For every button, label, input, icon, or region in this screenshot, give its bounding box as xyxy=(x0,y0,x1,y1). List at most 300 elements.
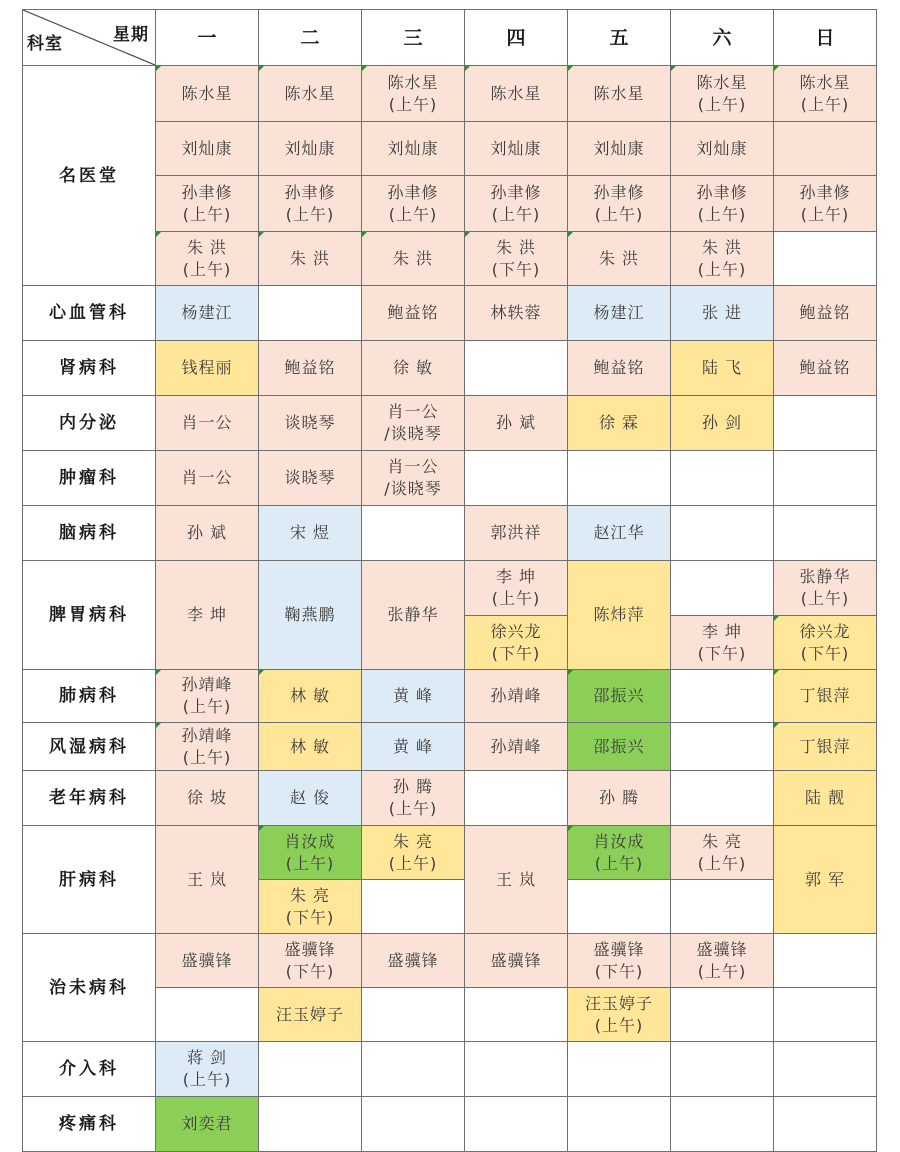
doctor-name: 肝病科 xyxy=(59,869,119,890)
doctor-name: 朱 亮 (上午) xyxy=(388,831,438,873)
schedule-cell xyxy=(671,396,774,451)
department-label xyxy=(23,506,156,561)
comment-marker xyxy=(156,723,161,728)
schedule-cell xyxy=(259,826,362,880)
doctor-name: 陈水星 xyxy=(284,83,336,103)
schedule-cell xyxy=(568,451,671,506)
schedule-cell xyxy=(362,988,465,1042)
doctor-name: 刘灿康 xyxy=(490,138,542,158)
doctor-name: 朱 洪 (上午) xyxy=(697,237,747,279)
doctor-name: 鞠燕鹏 xyxy=(284,605,336,624)
doctor-name: 丁银萍 xyxy=(799,686,851,705)
department-label xyxy=(23,934,156,1042)
doctor-name: 徐 坡 xyxy=(186,788,228,807)
schedule-cell xyxy=(156,934,259,988)
doctor-name: 朱 亮 (上午) xyxy=(697,831,747,873)
schedule-cell xyxy=(362,934,465,988)
schedule-cell xyxy=(568,771,671,826)
schedule-cell xyxy=(671,176,774,232)
schedule-cell xyxy=(774,341,877,396)
schedule-cell xyxy=(568,561,671,670)
doctor-name: 徐 霖 xyxy=(598,413,640,432)
doctor-name: 肿瘤科 xyxy=(59,468,119,488)
table-row xyxy=(23,1097,877,1152)
doctor-name: 肖一公 xyxy=(181,468,233,487)
doctor-name: 李 坤 (上午) xyxy=(491,567,541,608)
schedule-cell xyxy=(362,670,465,723)
weekday-5 xyxy=(568,10,671,66)
schedule-cell xyxy=(568,988,671,1042)
schedule-cell xyxy=(156,232,259,286)
schedule-cell xyxy=(568,396,671,451)
schedule-cell xyxy=(671,988,774,1042)
schedule-cell xyxy=(362,506,465,561)
schedule-cell xyxy=(774,723,877,771)
doctor-name: 孙聿修 (上午) xyxy=(799,182,851,224)
weekday-7 xyxy=(774,10,877,66)
schedule-cell xyxy=(568,1097,671,1152)
doctor-name: 朱 洪 xyxy=(598,248,640,268)
doctor-name: 孙靖峰 (上午) xyxy=(181,675,233,716)
schedule-cell xyxy=(362,451,465,506)
doctor-name: 朱 亮 (下午) xyxy=(285,885,335,927)
table-row xyxy=(23,1042,877,1097)
doctor-name: 朱 洪 xyxy=(289,248,331,268)
doctor-name: 汪玉婷子 xyxy=(275,1004,344,1024)
doctor-name: 肖一公 /谈晓琴 xyxy=(384,402,442,443)
doctor-name: 徐 敏 xyxy=(392,358,434,377)
schedule-cell xyxy=(259,771,362,826)
doctor-name: 孙 腾 xyxy=(598,788,640,807)
weekday-1 xyxy=(156,10,259,66)
schedule-cell xyxy=(362,771,465,826)
doctor-name: 五 xyxy=(609,26,629,49)
doctor-name: 日 xyxy=(815,26,835,49)
doctor-name: 孙 剑 xyxy=(701,413,743,432)
schedule-cell xyxy=(465,396,568,451)
schedule-cell xyxy=(671,66,774,122)
schedule-cell xyxy=(774,826,877,934)
schedule-cell xyxy=(156,561,259,670)
schedule-cell xyxy=(774,771,877,826)
doctor-name: 王 岚 xyxy=(186,869,228,889)
doctor-name: 陈炜萍 xyxy=(593,605,645,624)
doctor-name: 内分泌 xyxy=(59,413,119,433)
doctor-name: 鲍益铭 xyxy=(387,303,439,322)
schedule-cell xyxy=(465,122,568,176)
schedule-cell xyxy=(259,723,362,771)
doctor-name: 孙靖峰 (上午) xyxy=(181,725,233,767)
schedule-cell xyxy=(259,670,362,723)
table-row xyxy=(23,396,877,451)
doctor-name: 孙聿修 (上午) xyxy=(490,182,542,224)
schedule-cell xyxy=(465,66,568,122)
comment-marker xyxy=(259,826,264,831)
doctor-name: 盛骥锋 xyxy=(181,950,233,970)
schedule-cell xyxy=(156,451,259,506)
schedule-cell xyxy=(362,286,465,341)
schedule-cell xyxy=(156,176,259,232)
schedule-cell xyxy=(362,826,465,880)
schedule-cell xyxy=(362,232,465,286)
doctor-name: 肺病科 xyxy=(59,686,119,706)
doctor-name: 李 坤 xyxy=(186,605,228,624)
schedule-cell xyxy=(671,880,774,934)
doctor-name: 陈水星 (上午) xyxy=(799,72,851,114)
doctor-name: 刘灿康 xyxy=(181,138,233,158)
table-row xyxy=(23,506,877,561)
schedule-cell xyxy=(671,826,774,880)
schedule-cell xyxy=(465,771,568,826)
schedule-cell xyxy=(465,1097,568,1152)
doctor-name: 盛骥锋 (上午) xyxy=(696,939,748,981)
weekday-header: 星期 xyxy=(113,25,149,45)
doctor-name: 孙 斌 xyxy=(495,413,537,432)
doctor-name: 老年病科 xyxy=(49,788,129,808)
schedule-cell xyxy=(156,1042,259,1097)
doctor-name: 丁银萍 xyxy=(799,736,851,756)
department-label xyxy=(23,826,156,934)
doctor-name: 肖一公 /谈晓琴 xyxy=(384,457,442,498)
schedule-cell xyxy=(671,670,774,723)
doctor-name: 一 xyxy=(197,26,217,49)
schedule-cell xyxy=(259,561,362,670)
schedule-cell xyxy=(156,1097,259,1152)
doctor-name: 盛骥锋 (下午) xyxy=(593,939,645,981)
department-label xyxy=(23,286,156,341)
doctor-name: 孙聿修 (上午) xyxy=(696,182,748,224)
doctor-name: 四 xyxy=(506,26,526,49)
doctor-name: 张 进 xyxy=(701,303,743,322)
doctor-name: 陆 靓 xyxy=(804,788,846,807)
doctor-name: 陈水星 (上午) xyxy=(696,72,748,114)
doctor-name: 林 敏 xyxy=(289,736,331,756)
comment-marker xyxy=(568,670,573,675)
doctor-name: 蒋 剑 (上午) xyxy=(182,1048,232,1089)
doctor-name: 朱 洪 xyxy=(392,248,434,268)
schedule-cell xyxy=(362,1042,465,1097)
schedule-cell xyxy=(774,988,877,1042)
doctor-name: 孙 腾 (上午) xyxy=(388,777,438,818)
schedule-cell xyxy=(671,561,774,616)
schedule-cell xyxy=(156,286,259,341)
doctor-name: 肖汝成 (上午) xyxy=(284,831,336,873)
schedule-cell xyxy=(671,341,774,396)
weekday-6 xyxy=(671,10,774,66)
doctor-name: 鲍益铭 xyxy=(799,358,851,377)
schedule-cell xyxy=(465,616,568,670)
comment-marker xyxy=(259,670,264,675)
schedule-cell xyxy=(156,723,259,771)
doctor-name: 陈水星 xyxy=(181,83,233,103)
schedule-cell xyxy=(774,934,877,988)
table-row xyxy=(23,670,877,723)
department-label xyxy=(23,341,156,396)
department-label xyxy=(23,771,156,826)
doctor-name: 刘奕君 xyxy=(181,1114,233,1133)
schedule-cell xyxy=(774,232,877,286)
doctor-name: 宋 煜 xyxy=(289,523,331,542)
doctor-name: 心血管科 xyxy=(49,303,129,323)
doctor-name: 郭洪祥 xyxy=(490,523,542,542)
schedule-cell xyxy=(774,286,877,341)
schedule-cell xyxy=(671,934,774,988)
comment-marker xyxy=(671,66,676,71)
doctor-name: 脾胃病科 xyxy=(49,605,129,625)
schedule-cell xyxy=(156,670,259,723)
doctor-name: 林 敏 xyxy=(289,686,331,705)
doctor-name: 徐兴龙 (下午) xyxy=(490,621,542,663)
schedule-cell xyxy=(259,341,362,396)
comment-marker xyxy=(156,232,161,237)
schedule-cell xyxy=(465,988,568,1042)
schedule-cell xyxy=(259,1042,362,1097)
doctor-name: 徐兴龙 (下午) xyxy=(799,621,851,663)
doctor-name: 邵振兴 xyxy=(593,686,645,705)
schedule-cell xyxy=(774,616,877,670)
doctor-name: 肖一公 xyxy=(181,413,233,432)
schedule-cell xyxy=(568,826,671,880)
schedule-cell xyxy=(465,176,568,232)
doctor-name: 孙 斌 xyxy=(186,523,228,542)
table-row xyxy=(23,10,877,66)
schedule-cell xyxy=(568,934,671,988)
doctor-name: 肾病科 xyxy=(59,358,119,378)
schedule-cell xyxy=(671,771,774,826)
schedule-cell xyxy=(465,232,568,286)
doctor-name: 张静华 (上午) xyxy=(799,567,851,608)
schedule-cell xyxy=(259,396,362,451)
schedule-cell xyxy=(774,122,877,176)
table-row xyxy=(23,934,877,988)
doctor-name: 三 xyxy=(403,26,423,49)
doctor-name: 王 岚 xyxy=(495,869,537,889)
schedule-cell xyxy=(465,1042,568,1097)
comment-marker xyxy=(774,66,779,71)
schedule-cell xyxy=(774,451,877,506)
schedule-cell xyxy=(362,176,465,232)
doctor-name: 疼痛科 xyxy=(59,1114,119,1134)
table-row xyxy=(23,286,877,341)
doctor-name: 黄 峰 xyxy=(392,686,434,705)
schedule-cell xyxy=(156,396,259,451)
department-label xyxy=(23,670,156,723)
doctor-name: 李 坤 (下午) xyxy=(697,621,747,663)
schedule-cell xyxy=(156,66,259,122)
schedule-cell xyxy=(259,451,362,506)
doctor-name: 钱程丽 xyxy=(181,358,233,377)
schedule-cell xyxy=(156,506,259,561)
schedule-cell xyxy=(156,122,259,176)
schedule-cell xyxy=(259,880,362,934)
table-row xyxy=(23,826,877,880)
schedule-cell xyxy=(362,723,465,771)
schedule-cell xyxy=(671,1097,774,1152)
comment-marker xyxy=(774,670,779,675)
doctor-name: 肖汝成 (上午) xyxy=(593,831,645,873)
department-label xyxy=(23,66,156,286)
schedule-cell xyxy=(259,66,362,122)
schedule-cell xyxy=(774,506,877,561)
department-label xyxy=(23,451,156,506)
schedule-cell xyxy=(362,66,465,122)
doctor-name: 风湿病科 xyxy=(49,736,129,757)
doctor-name: 赵 俊 xyxy=(289,788,331,807)
schedule-cell xyxy=(774,1097,877,1152)
schedule-cell xyxy=(259,934,362,988)
schedule-cell xyxy=(465,561,568,616)
doctor-name: 赵江华 xyxy=(593,523,645,542)
table-row xyxy=(23,561,877,616)
comment-marker xyxy=(362,232,367,237)
schedule-cell xyxy=(568,723,671,771)
doctor-name: 黄 峰 xyxy=(392,736,434,756)
doctor-name: 孙聿修 (上午) xyxy=(387,182,439,224)
schedule-cell xyxy=(568,176,671,232)
doctor-name: 治未病科 xyxy=(49,977,129,998)
comment-marker xyxy=(362,66,367,71)
doctor-name: 陈水星 xyxy=(593,83,645,103)
department-label xyxy=(23,1097,156,1152)
comment-marker xyxy=(568,66,573,71)
doctor-name: 鲍益铭 xyxy=(284,358,336,377)
comment-marker xyxy=(465,232,470,237)
schedule-cell xyxy=(465,506,568,561)
schedule-cell xyxy=(774,66,877,122)
doctor-name: 二 xyxy=(300,26,320,49)
table-row xyxy=(23,66,877,122)
department-label xyxy=(23,561,156,670)
doctor-name: 谈晓琴 xyxy=(284,468,336,487)
comment-marker xyxy=(568,232,573,237)
doctor-name: 刘灿康 xyxy=(387,138,439,158)
comment-marker xyxy=(259,66,264,71)
weekday-2 xyxy=(259,10,362,66)
table-row xyxy=(23,451,877,506)
doctor-name: 郭 军 xyxy=(804,869,846,889)
doctor-name: 朱 洪 (上午) xyxy=(182,237,232,279)
schedule-cell xyxy=(774,176,877,232)
schedule-table xyxy=(22,9,877,1152)
doctor-name: 杨建江 xyxy=(181,303,233,322)
schedule-cell xyxy=(259,1097,362,1152)
schedule-cell xyxy=(259,506,362,561)
doctor-name: 名医堂 xyxy=(59,165,119,186)
schedule-cell xyxy=(671,1042,774,1097)
doctor-name: 陈水星 xyxy=(490,83,542,103)
comment-marker xyxy=(774,616,779,621)
comment-marker xyxy=(259,232,264,237)
schedule-cell xyxy=(568,1042,671,1097)
schedule-cell xyxy=(259,232,362,286)
schedule-cell xyxy=(568,670,671,723)
doctor-name: 六 xyxy=(712,26,732,49)
table-row xyxy=(23,341,877,396)
doctor-name: 鲍益铭 xyxy=(593,358,645,377)
doctor-name: 孙聿修 (上午) xyxy=(593,182,645,224)
department-label xyxy=(23,396,156,451)
schedule-cell xyxy=(156,826,259,934)
schedule-cell xyxy=(362,396,465,451)
schedule-cell xyxy=(465,826,568,934)
comment-marker xyxy=(156,66,161,71)
schedule-cell xyxy=(362,122,465,176)
doctor-name: 孙聿修 (上午) xyxy=(284,182,336,224)
table-row xyxy=(23,771,877,826)
doctor-name: 刘灿康 xyxy=(696,138,748,158)
schedule-cell xyxy=(671,286,774,341)
schedule-cell xyxy=(774,561,877,616)
comment-marker xyxy=(568,826,573,831)
schedule-cell xyxy=(259,176,362,232)
schedule-cell xyxy=(671,723,774,771)
schedule-cell xyxy=(568,880,671,934)
doctor-name: 刘灿康 xyxy=(284,138,336,158)
schedule-cell xyxy=(362,561,465,670)
doctor-name: 陆 飞 xyxy=(701,358,743,377)
schedule-cell xyxy=(465,934,568,988)
department-header: 科室 xyxy=(27,34,63,54)
schedule-cell xyxy=(156,771,259,826)
schedule-cell xyxy=(362,1097,465,1152)
schedule-cell xyxy=(156,988,259,1042)
schedule-cell xyxy=(671,506,774,561)
doctor-name: 汪玉婷子 (上午) xyxy=(584,993,653,1035)
weekday-4 xyxy=(465,10,568,66)
schedule-cell xyxy=(465,670,568,723)
schedule-cell xyxy=(568,341,671,396)
schedule-cell xyxy=(465,341,568,396)
doctor-name: 介入科 xyxy=(59,1059,119,1079)
schedule-cell xyxy=(568,232,671,286)
schedule-cell xyxy=(671,232,774,286)
schedule-cell xyxy=(671,122,774,176)
schedule-cell xyxy=(259,122,362,176)
doctor-name: 孙靖峰 xyxy=(490,736,542,756)
comment-marker xyxy=(156,670,161,675)
schedule-cell xyxy=(568,122,671,176)
schedule-cell xyxy=(774,1042,877,1097)
schedule-cell xyxy=(362,880,465,934)
doctor-name: 邵振兴 xyxy=(593,736,645,756)
comment-marker xyxy=(774,723,779,728)
doctor-name: 林轶蓉 xyxy=(490,303,542,322)
doctor-name: 谈晓琴 xyxy=(284,413,336,432)
doctor-name: 孙聿修 (上午) xyxy=(181,182,233,224)
table-row xyxy=(23,723,877,771)
doctor-name: 杨建江 xyxy=(593,303,645,322)
doctor-name: 朱 洪 (下午) xyxy=(491,237,541,279)
doctor-name: 盛骥锋 (下午) xyxy=(284,939,336,981)
schedule-cell xyxy=(774,670,877,723)
schedule-cell xyxy=(259,988,362,1042)
schedule-cell xyxy=(568,506,671,561)
schedule-cell xyxy=(465,723,568,771)
doctor-name: 鲍益铭 xyxy=(799,303,851,322)
schedule-cell xyxy=(362,341,465,396)
schedule-cell xyxy=(671,616,774,670)
doctor-name: 盛骥锋 xyxy=(387,950,439,970)
schedule-cell xyxy=(465,286,568,341)
schedule-cell xyxy=(568,286,671,341)
schedule-cell xyxy=(568,66,671,122)
schedule-cell xyxy=(259,286,362,341)
corner-header xyxy=(23,10,156,66)
comment-marker xyxy=(465,66,470,71)
doctor-name: 张静华 xyxy=(387,605,439,624)
schedule-cell xyxy=(774,396,877,451)
weekday-3 xyxy=(362,10,465,66)
